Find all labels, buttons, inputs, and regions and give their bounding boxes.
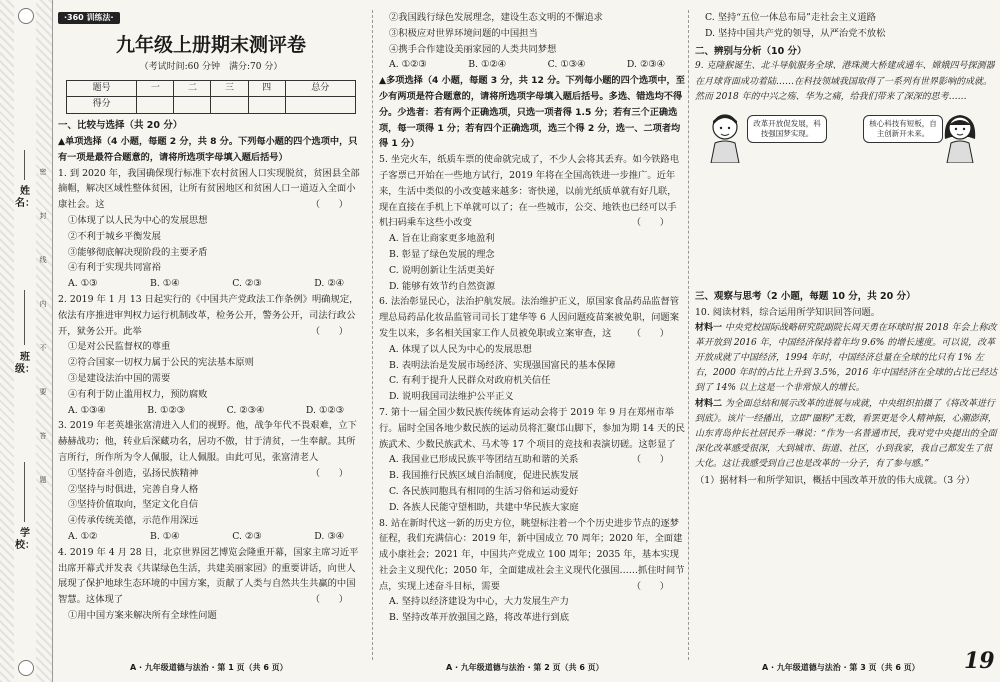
binding-strip <box>0 0 53 682</box>
answer-options <box>379 57 685 73</box>
score-cell: 二 <box>174 80 211 97</box>
statement-item: ③能够彻底解决现阶段的主要矛盾 <box>68 246 208 258</box>
class-label: 班级： <box>15 352 35 375</box>
question-stem: 2. 2019 年 1 月 13 日起实行的《中国共产党政法工作条例》明确规定，依法有序推进审判权力运行机制改革，检务公开，警务公开，司法行政公开，狱务公开。此举 <box>58 293 359 337</box>
seal-char: 不 <box>39 344 47 352</box>
series-tag: ·360 训练法· <box>58 12 120 24</box>
statement-item: ②符合国家一切权力属于公民的宪法基本原则 <box>68 357 254 369</box>
answer-paren[interactable]: （ ） <box>631 217 669 229</box>
answer-paren[interactable]: （ ） <box>631 454 669 466</box>
page-column-2 <box>372 10 685 660</box>
statement-item: ②我国践行绿色发展理念，建设生态文明的不懈追求 <box>389 12 603 23</box>
page-footer-3: A · 九年级道德与法治 · 第 3 页（共 6 页） <box>762 663 920 672</box>
option-c[interactable]: C. ②③ <box>232 530 262 542</box>
score-header-row <box>67 80 356 97</box>
question-8 <box>379 516 685 627</box>
statement-item: ②坚持与时俱进，完善自身人格 <box>68 483 199 495</box>
score-input-cell[interactable] <box>248 97 285 114</box>
question-stem: 3. 2019 年老英雄张富清进入人们的视野。他，战争年代不畏艰难，立下赫赫战功；他，转业后深藏功名，居功不傲，甘于清贫，一生奉献。其所言所行，所作所为令人佩服，让人佩服。由此可见，张富清老人 <box>58 420 357 463</box>
question-stem: 6. 法治彰显民心，法治护航发展。法治维护正义，原国家食品药品监督管理总局药品化妆品监管司司长丁建华等 6 人因问题疫苗案被免职，问题案发生以来，多名相关国家工作人员被免职或立案审查，这 <box>379 296 680 339</box>
option-b[interactable]: B. 表明法治是发展市场经济、实现强国富民的基本保障 <box>389 359 616 371</box>
answer-options <box>58 276 364 292</box>
option-d[interactable]: D. 各族人民能守望相助，共建中华民族大家庭 <box>389 501 579 513</box>
answer-space[interactable] <box>695 169 999 287</box>
score-table <box>66 80 356 115</box>
question-5 <box>379 152 685 294</box>
option-d[interactable]: D. ②④ <box>314 278 344 290</box>
score-value-row <box>67 97 356 114</box>
material-2 <box>695 397 999 473</box>
exam-title: 九年级上册期末测评卷 <box>115 33 306 56</box>
option-c[interactable]: C. 坚持“五位一体总布局”走社会主义道路 <box>705 12 876 23</box>
exam-subtitle: （考试时间:60 分钟 满分:70 分） <box>139 61 283 72</box>
question-stem: 5. 坐完火车，纸质车票的使命就完成了，不少人会将其丢弃。如今铁路电子客票已开始在一些地方试行，2019 年将在全国高铁进一步推广。近年来，生活中类似的小改变越来越多：寄快递，以前光纸质单就有好几联，现在直接在手机上下单就可以了；在一些城市，公交、地铁也已经可以手机扫码乘车这些小改变 <box>379 154 680 229</box>
school-label: 学校： <box>15 528 35 551</box>
section-3-title: 三、观察与思考（2 小题，每题 10 分，共 20 分） <box>695 291 916 302</box>
statement-item: ③是建设法治中国的需要 <box>68 372 171 384</box>
page-column-1 <box>58 10 364 660</box>
statement-item: ④有利于防止滥用权力，预防腐败 <box>68 388 208 400</box>
option-a[interactable]: A. 旨在让商家更多地盈利 <box>389 233 495 245</box>
question-7 <box>379 405 685 516</box>
answer-paren[interactable]: （ ） <box>310 325 348 337</box>
statement-item: ④有利于实现共同富裕 <box>68 262 161 274</box>
answer-paren[interactable]: （ ） <box>310 467 348 479</box>
option-d[interactable]: D. ③④ <box>314 530 344 542</box>
statement-item: ③积极应对世界环境问题的中国担当 <box>389 27 538 39</box>
option-a[interactable]: A. 体现了以人民为中心的发展思想 <box>389 343 532 355</box>
name-line <box>24 150 25 180</box>
seal-char: 内 <box>39 300 47 308</box>
score-cell: 得分 <box>67 97 137 114</box>
option-c[interactable]: C. 说明创新让生活更美好 <box>389 264 495 276</box>
material-1-label: 材料一 <box>695 322 723 333</box>
option-d[interactable]: D. 说明我国司法维护公平正义 <box>389 391 514 403</box>
answer-paren[interactable]: （ ） <box>631 327 669 339</box>
score-input-cell[interactable] <box>285 97 355 114</box>
sub-question-1: （1）据材料一和所学知识，概括中国改革开放的伟大成就。（3 分） <box>695 474 975 486</box>
page-number: 19 <box>964 648 995 674</box>
statement-item: ④携手合作建设美丽家园的人类共同梦想 <box>389 43 557 55</box>
girl-figure-icon <box>939 111 981 163</box>
option-c[interactable]: C. 有利于提升人民群众对政府机关信任 <box>389 375 551 387</box>
page-footer-2: A · 九年级道德与法治 · 第 2 页（共 6 页） <box>446 663 604 672</box>
binding-field-strip <box>14 0 36 682</box>
answer-options <box>58 403 364 419</box>
option-b[interactable]: B. 彰显了绿色发展的理念 <box>389 248 495 260</box>
answer-options <box>58 529 364 545</box>
material-2-text: 为全面总结和展示改革的进展与成就，中央组织拍摄了《将改革进行到底》。该片一经播出，立即“圈粉”无数，看罢更是令人精神振，心潮澎湃，山东青岛仲长社居民乔一琳说：“作为一名普通市民，我对党中央提出的全面深化改革感受很深，大到城市、街道、社区，小到我家，我自己都发生了很大化。这让我感受到自己也是改革的一分子，有了参与感。” <box>695 398 997 470</box>
seal-char: 题 <box>39 476 47 484</box>
option-a[interactable]: A. ①② <box>68 530 98 542</box>
seal-char: 要 <box>39 388 47 396</box>
question-4 <box>58 545 364 624</box>
question-stem: 8. 站在新时代这一新的历史方位，眺望标注着一个个历史进步节点的逐梦征程，我们充满信心：2019 年，新中国成立 70 周年；2020 年，全面建成小康社会；2021 年，中国共产党成立 100 周年；2035 年，基本实现社会主义现代化；2050 年，全面建成社会主义现代化强国……抓住时间节点，实现上述奋斗目标，需要 <box>379 517 685 592</box>
question-10-stem: 10. 阅读材料，综合运用所学知识回答问题。 <box>695 306 881 318</box>
option-d[interactable]: D. ①②③ <box>305 404 344 416</box>
page-column-3 <box>688 10 999 660</box>
statement-item: ④传承传统美德，示范作用深远 <box>68 515 199 527</box>
section-1-instruction: ▲单项选择（4 小题，每题 2 分，共 8 分。下列每小题的四个选项中，只有一项是最符合题意的，请将所选项字母填入题后括号） <box>58 135 358 163</box>
option-b[interactable]: B. ①④ <box>150 278 180 290</box>
statement-item: ①用中国方案来解决所有全球性问题 <box>68 609 217 621</box>
cartoon-illustration <box>695 109 999 165</box>
answer-paren[interactable]: （ ） <box>310 594 348 606</box>
statement-item: ③坚持价值取向，坚定文化自信 <box>68 499 199 511</box>
punch-hole <box>18 8 34 24</box>
option-b[interactable]: B. ①④ <box>150 530 180 542</box>
option-d[interactable]: D. 坚持中国共产党的领导，从严治党不放松 <box>705 27 886 39</box>
question-stem: 1. 到 2020 年，我国确保现行标准下农村贫困人口实现脱贫，贫困县全部摘帽，解决区域性整体贫困，让所有贫困地区和贫困人口一道迈入全面小康社会。这 <box>58 167 360 211</box>
option-c[interactable]: C. 各民族同胞具有相同的生活习俗和运动爱好 <box>389 485 579 497</box>
score-cell: 三 <box>211 80 248 97</box>
section-1-title: 一、比较与选择（共 20 分） <box>58 120 183 132</box>
answer-paren[interactable]: （ ） <box>631 580 669 592</box>
score-cell: 一 <box>137 80 174 97</box>
seal-line-text <box>38 150 48 502</box>
option-a[interactable]: A. ①②③ <box>389 59 427 71</box>
section-2-title: 二、辨别与分析（10 分） <box>695 45 807 57</box>
option-a[interactable]: A. ①③ <box>68 278 98 290</box>
question-2 <box>58 292 364 418</box>
score-cell: 四 <box>248 80 285 97</box>
option-d[interactable]: D. ②③④ <box>626 59 665 71</box>
question-stem: 4. 2019 年 4 月 28 日，北京世界园艺博览会隆重开幕，国家主席习近平出席开幕式并发表《共谋绿色生活，共建美丽家园》的重要讲话，向世人展现了保护地球生态环境的中国方案，贡献了人类与自然共生共赢的中国智慧。这体现了 <box>58 546 359 606</box>
page-footer-1: A · 九年级道德与法治 · 第 1 页（共 6 页） <box>130 663 288 672</box>
question-6 <box>379 294 685 405</box>
score-cell: 总分 <box>285 80 355 97</box>
option-b[interactable]: B. 坚持改革开放强国之路，将改革进行到底 <box>389 612 570 624</box>
statement-item: ①是对公民监督权的尊重 <box>68 341 171 353</box>
option-d[interactable]: D. 能够有效节约自然资源 <box>389 280 496 292</box>
option-b[interactable]: B. 我国推行民族区域自治制度，促进民族发展 <box>389 470 579 482</box>
speech-bubble-right: 核心科技有短板，自主创新开未来。 <box>863 115 943 143</box>
statement-item: ②不利于城乡平衡发展 <box>68 230 161 242</box>
multi-choice-instruction: ▲多项选择（4 小题，每题 3 分，共 12 分。下列每小题的四个选项中，至少有两项是符合题意的，请将所选项字母填入题后括号。多选、错选均不得分。少选者：若有两个正确选项，只选一项者得 1.5 分；若有三个正确选项，每一项得 1 分；若有四个正确选项，选三个得 2 分，选一、二项者均得 1 分） <box>379 75 685 150</box>
question-3 <box>58 418 364 544</box>
speech-bubble-left: 改革开放促发展，科技强国梦实现。 <box>747 115 827 143</box>
option-b[interactable]: B. ①②③ <box>147 404 185 416</box>
option-c[interactable]: C. ②③④ <box>226 404 265 416</box>
name-label: 姓名： <box>15 186 35 209</box>
score-input-cell[interactable] <box>174 97 211 114</box>
answer-paren[interactable]: （ ） <box>310 199 348 211</box>
question-1 <box>58 166 364 292</box>
seal-char: 封 <box>39 212 47 220</box>
option-a[interactable]: A. 坚持以经济建设为中心，大力发展生产力 <box>389 596 569 608</box>
score-input-cell[interactable] <box>211 97 248 114</box>
option-a[interactable]: A. ①③④ <box>68 404 106 416</box>
punch-hole <box>18 660 34 676</box>
school-line <box>24 462 25 522</box>
option-c[interactable]: C. ②③ <box>232 278 262 290</box>
seal-char: 线 <box>39 256 47 264</box>
statement-item: ①坚持奋斗创造，弘扬民族精神 <box>68 467 199 479</box>
question-stem: 7. 第十一届全国少数民族传统体育运动会将于 2019 年 9 月在郑州市举行。届时全国各地少数民族的运动员将汇聚邙山脚下，参加为期 14 天的民族武术、少数民族武术、马术等 17 个项目的竞技和表演切磋。这彰显了 <box>379 406 685 450</box>
score-input-cell[interactable] <box>137 97 174 114</box>
option-a[interactable]: A. 我国业已形成民族平等团结互助和谐的关系 <box>389 454 579 466</box>
class-line <box>24 290 25 345</box>
statement-item: ①体现了以人民为中心的发展思想 <box>68 214 208 226</box>
option-b[interactable]: B. ①②④ <box>468 59 506 71</box>
question-9-stem: 9. 克隆猴诞生、北斗导航服务全球、港珠澳大桥建成通车、嫦娥四号探测器在月球背面成功着陆……在科技领域我国取得了一系列有世界影响的成就。然而 2018 年的中兴之殇、华为之痛，给我们带来了深深的思考…… <box>695 61 995 102</box>
seal-char: 密 <box>39 168 47 176</box>
material-1 <box>695 321 999 397</box>
boy-figure-icon <box>705 111 745 163</box>
seal-char: 答 <box>39 432 47 440</box>
option-c[interactable]: C. ①③④ <box>547 59 586 71</box>
score-cell: 题号 <box>67 80 137 97</box>
material-2-label: 材料二 <box>695 398 723 409</box>
material-1-text: 中央党校国际战略研究院副院长周天勇在环球时报 2018 年会上称改革开放到 2016 年，中国经济保持着年均 9.6% 的增长速度。可以说，改革开放成就了中国经济，1994 年时，中国经济总量在全球的比只有 1% 左右，2000 年时的占比上升到 3.5%，2016 年中国经济在全球的占比已经达到了 14% 以上这是一个非常惊人的增长。 <box>695 322 998 394</box>
